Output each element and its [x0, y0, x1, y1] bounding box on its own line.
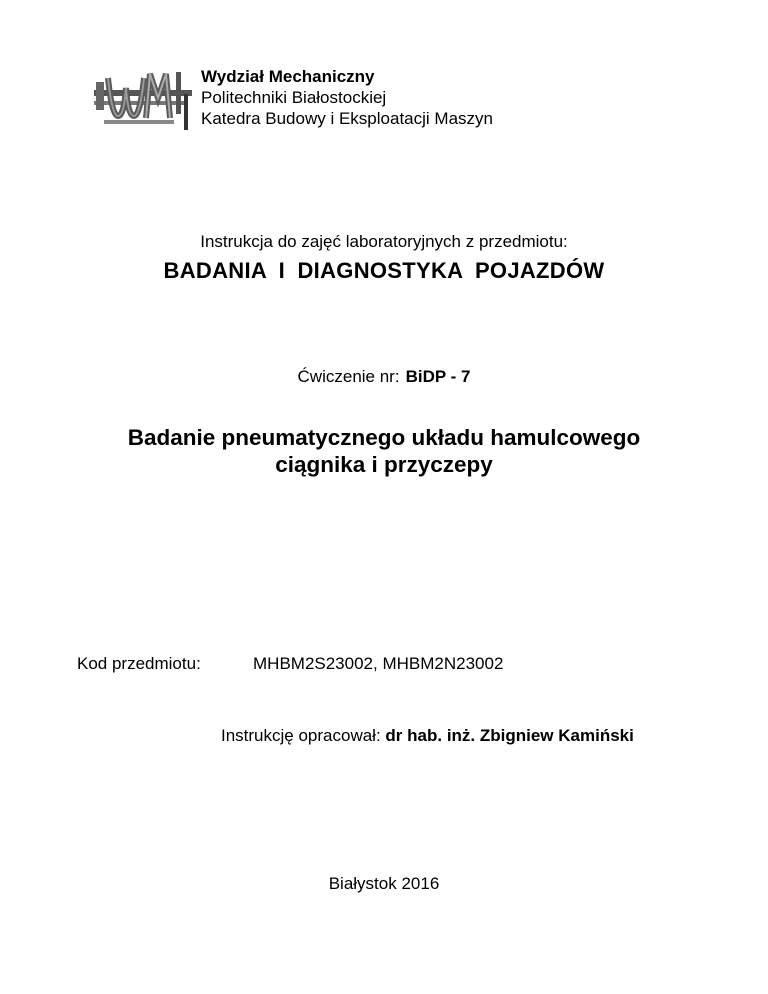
faculty-name: Wydział Mechaniczny [201, 67, 375, 86]
department-name: Katedra Budowy i Eksploatacji Maszyn [201, 109, 493, 128]
subject-code-value: MHBM2S23002, MHBM2N23002 [253, 654, 504, 673]
topic-line-2: ciągnika i przyczepy [275, 452, 493, 477]
place-date: Białystok 2016 [328, 874, 440, 893]
university-name: Politechniki Białostockiej [201, 88, 387, 107]
subject-code-label: Kod przedmiotu: [77, 654, 201, 673]
course-title: BADANIA I DIAGNOSTYKA POJAZDÓW [163, 258, 605, 283]
exercise-line [0, 367, 768, 387]
header-block [201, 66, 493, 129]
topic-line-1: Badanie pneumatycznego układu hamulcowego [127, 425, 641, 450]
author-line [221, 726, 634, 746]
author-label: Instrukcję opracował: [221, 726, 381, 745]
faculty-logo [94, 68, 192, 132]
author-name: dr hab. inż. Zbigniew Kamiński [385, 726, 634, 745]
exercise-label: Ćwiczenie nr: [297, 367, 400, 386]
exercise-topic [0, 424, 768, 478]
course-intro: Instrukcja do zajęć laboratoryjnych z przedmiotu: [200, 232, 568, 251]
exercise-code: BiDP - 7 [405, 367, 471, 386]
